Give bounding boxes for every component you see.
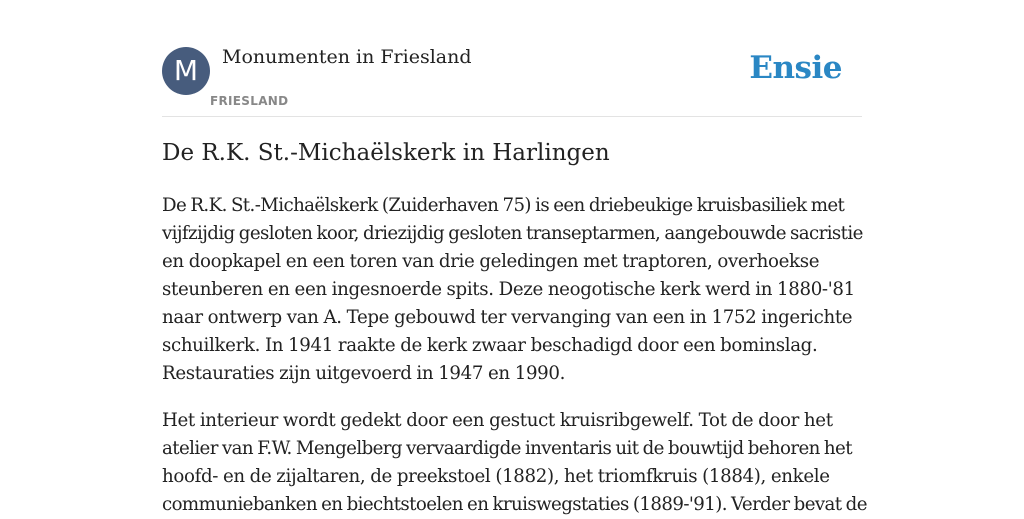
text-line: schuilkerk. In 1941 raakte de kerk zwaar beschadigd door een bominslag. bbox=[162, 335, 818, 356]
text-line: vijfzijdig gesloten koor, driezijdig gesloten transeptarmen, aangebouwde sacristie bbox=[162, 223, 863, 244]
page-content bbox=[162, 0, 867, 515]
article-paragraph-1 bbox=[162, 192, 862, 388]
text-line: communiebanken en biechtstoelen en kruiswegstaties (1889-'91). Verder bevat de bbox=[162, 494, 867, 515]
article-paragraph-2 bbox=[162, 407, 867, 519]
text-line: Het interieur wordt gedekt door een gestuct kruisribgewelf. Tot de door het bbox=[162, 410, 833, 431]
text-line: De R.K. St.-Michaëlskerk (Zuiderhaven 75) is een driebeukige kruisbasiliek met bbox=[162, 195, 845, 216]
avatar[interactable]: M bbox=[162, 47, 210, 95]
text-line: steunberen en een ingesnoerde spits. Deze neogotische kerk werd in 1880-'81 bbox=[162, 279, 855, 300]
text-line: Restauraties zijn uitgevoerd in 1947 en 1990. bbox=[162, 363, 566, 384]
site-header bbox=[162, 0, 862, 117]
text-line: en doopkapel en een toren van drie geledingen met traptoren, overhoekse bbox=[162, 251, 820, 272]
category-label[interactable]: FRIESLAND bbox=[210, 94, 289, 108]
article-title: De R.K. St.-Michaëlskerk in Harlingen bbox=[162, 140, 610, 166]
text-line: naar ontwerp van A. Tepe gebouwd ter vervanging van een in 1752 ingerichte bbox=[162, 307, 853, 328]
text-line: hoofd- en de zijaltaren, de preekstoel (1882), het triomfkruis (1884), enkele bbox=[162, 466, 830, 487]
brand-logo[interactable]: Ensie bbox=[749, 50, 842, 86]
text-line: atelier van F.W. Mengelberg vervaardigde inventaris uit de bouwtijd behoren het bbox=[162, 438, 852, 459]
site-title-link[interactable]: Monumenten in Friesland bbox=[222, 46, 472, 68]
